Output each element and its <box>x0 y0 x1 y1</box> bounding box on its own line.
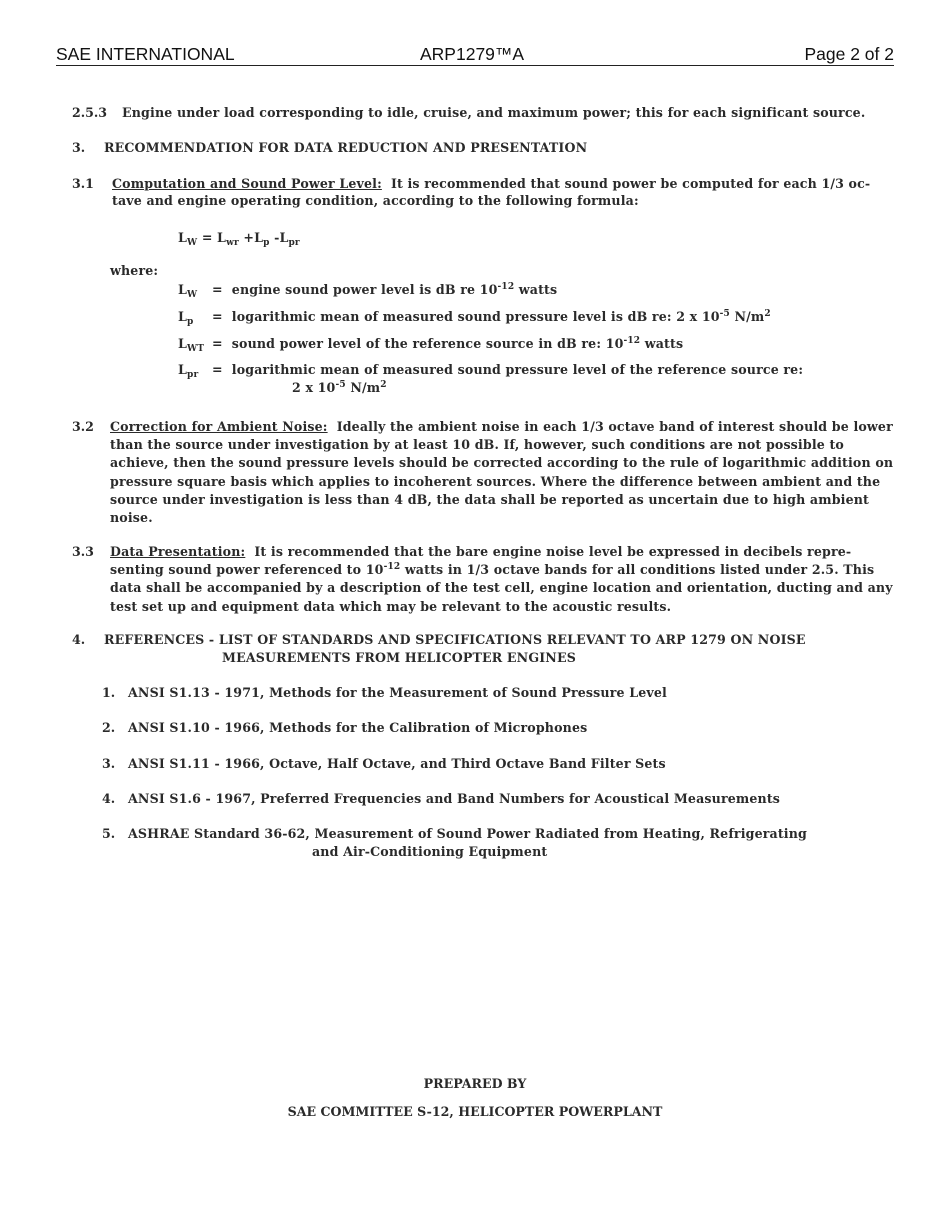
definition-lpr-text: = logarithmic mean of measured sound pressure level of the reference source re: <box>212 362 804 377</box>
reference-5-text: ASHRAE Standard 36-62, Measurement of Sound Power Radiated from Heating, Refrigerating <box>128 826 808 841</box>
reference-3-number: 3. <box>102 756 116 771</box>
section-3-3-line3: data shall be accompanied by a description of the test cell, engine location and orientation, ducting and any <box>110 580 893 596</box>
section-3-2-line6: noise. <box>110 510 153 526</box>
reference-4-number: 4. <box>102 791 116 806</box>
sound-power-formula: $L_W = L_{wr} +L_p$ $-L_{pr}$ <box>178 230 300 248</box>
section-number-3: 3. <box>72 140 86 155</box>
where-label: where: <box>110 263 159 278</box>
section-3-2-paragraph <box>110 418 894 527</box>
reference-3-text: ANSI S1.11 - 1966, Octave, Half Octave, and Third Octave Band Filter Sets <box>128 756 666 771</box>
reference-4-text: ANSI S1.6 - 1967, Preferred Frequencies and Band Numbers for Acoustical Measurements <box>128 791 781 806</box>
section-3-3-line4: test set up and equipment data which may be relevant to the acoustic results. <box>110 598 672 614</box>
section-3-2-line2: than the source under investigation by at least 10 dB. If, however, such conditions are not possible to <box>110 437 844 453</box>
section-3-3-paragraph <box>110 543 893 616</box>
reference-5-number: 5. <box>102 826 116 841</box>
reference-2-text: ANSI S1.10 - 1966, Methods for the Calibration of Microphones <box>128 720 588 735</box>
section-2-5-3-text: Engine under load corresponding to idle, cruise, and maximum power; this for each significant source. <box>122 105 866 120</box>
header-page-number: Page 2 of 2 <box>804 44 894 64</box>
section-3-1-line1 <box>112 175 870 193</box>
section-3-1-heading: Computation and Sound Power Level: <box>112 176 382 191</box>
section-3-title: RECOMMENDATION FOR DATA REDUCTION AND PRESENTATION <box>104 140 588 155</box>
definition-lw-text: = engine sound power level is dB re $10^{-12}$ watts <box>212 282 558 297</box>
section-3-3-line1: Data Presentation: It is recommended that the bare engine noise level be expressed in decibels repre- <box>110 544 852 559</box>
section-number-2-5-3: 2.5.3 <box>72 105 108 120</box>
section-3-2-heading: Correction for Ambient Noise: <box>110 419 328 434</box>
definition-lwr-symbol: $L_{WT}$ <box>178 336 205 354</box>
definition-lp-text: = logarithmic mean of measured sound pressure level is dB re: 2 x $10^{-5}$ $N/m^2$ <box>212 309 771 324</box>
header-org: SAE INTERNATIONAL <box>56 44 235 64</box>
definition-lpr-continuation: 2 x $10^{-5}$ $N/m^2$ <box>292 380 387 395</box>
committee-name: SAE COMMITTEE S-12, HELICOPTER POWERPLANT <box>287 1104 663 1119</box>
section-3-2-line1: Correction for Ambient Noise: Ideally the ambient noise in each 1/3 octave band of interest should be lower <box>110 419 893 434</box>
reference-1-number: 1. <box>102 685 116 700</box>
reference-1-text: ANSI S1.13 - 1971, Methods for the Measurement of Sound Pressure Level <box>128 685 667 700</box>
definition-lwr-text: = sound power level of the reference source in dB re: $10^{-12}$ watts <box>212 336 684 351</box>
section-number-3-1: 3.1 <box>72 176 94 191</box>
section-3-2-line3: achieve, then the sound pressure levels should be corrected according to the rule of logarithmic addition on <box>110 455 894 471</box>
section-number-3-3: 3.3 <box>72 544 94 559</box>
prepared-by-label: PREPARED BY <box>423 1076 527 1091</box>
reference-2-number: 2. <box>102 720 116 735</box>
header-doc-id: ARP1279™A <box>420 44 525 64</box>
definition-lpr-symbol: $L_{pr}$ <box>178 362 199 380</box>
section-3-3-line2: senting sound power referenced to $10^{-12}$ watts in 1/3 octave bands for all conditions listed under 2.5. This <box>110 562 875 578</box>
section-3-2-line5: source under investigation is less than 4 dB, the data shall be reported as uncertain due to high ambient <box>110 491 870 507</box>
section-4-title-line2: MEASUREMENTS FROM HELICOPTER ENGINES <box>222 650 576 665</box>
section-number-3-2: 3.2 <box>72 419 94 434</box>
section-3-3-heading: Data Presentation: <box>110 544 246 559</box>
section-3-1-line1-text: It is recommended that sound power be computed for each 1/3 oc- <box>390 176 871 191</box>
definition-lw-symbol: $L_W$ <box>178 282 198 300</box>
section-3-2-line4: pressure square basis which applies to incoherent sources. Where the difference between ambient and the <box>110 473 881 489</box>
reference-5-continuation: and Air-Conditioning Equipment <box>312 844 548 859</box>
section-4-title-line1: REFERENCES - LIST OF STANDARDS AND SPECIFICATIONS RELEVANT TO ARP 1279 ON NOISE <box>104 632 806 647</box>
section-number-4: 4. <box>72 632 86 647</box>
definition-lp-symbol: $L_p$ <box>178 309 194 327</box>
section-3-1-line2: tave and engine operating condition, according to the following formula: <box>112 193 639 208</box>
